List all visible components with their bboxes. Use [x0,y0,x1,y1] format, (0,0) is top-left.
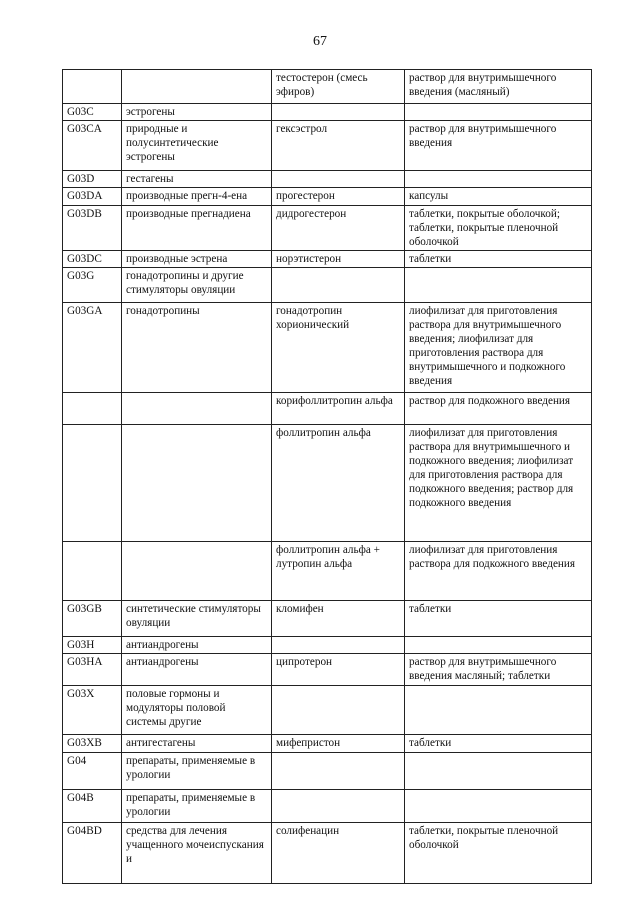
group-name-cell: эстрогены [122,104,272,121]
group-name-cell: половые гормоны и модуляторы половой системы другие [122,686,272,735]
table-row [63,268,592,303]
dosage-form-cell [405,686,592,735]
drug-name-cell [272,790,405,823]
drug-name-cell: солифенацин [272,823,405,884]
drug-name-cell: ципротерон [272,654,405,686]
table-row [63,637,592,654]
dosage-form-cell [405,268,592,303]
dosage-form-cell: таблетки [405,735,592,753]
drug-name-cell: гонадотропин хорионический [272,303,405,393]
drug-name-cell: тестостерон (смесь эфиров) [272,70,405,104]
table-row [63,753,592,790]
group-name-cell: природные и полусинтетические эстрогены [122,121,272,171]
atc-code-cell: G03DB [63,206,122,251]
table-row [63,654,592,686]
drug-name-cell [272,171,405,188]
drug-name-cell: дидрогестерон [272,206,405,251]
atc-code-cell: G03X [63,686,122,735]
drug-name-cell: фоллитропин альфа + лутропин альфа [272,542,405,601]
dosage-form-cell [405,171,592,188]
group-name-cell: производные прегнадиена [122,206,272,251]
atc-code-cell [63,393,122,425]
table-row [63,251,592,268]
dosage-form-cell [405,637,592,654]
atc-code-cell [63,70,122,104]
group-name-cell: препараты, применяемые в урологии [122,753,272,790]
group-name-cell: гестагены [122,171,272,188]
drug-name-cell [272,268,405,303]
group-name-cell: синтетические стимуляторы овуляции [122,601,272,637]
dosage-form-cell: капсулы [405,188,592,206]
dosage-form-cell [405,104,592,121]
dosage-form-cell: таблетки, покрытые пленочной оболочкой [405,823,592,884]
drug-name-cell [272,686,405,735]
drug-name-cell: корифоллитропин альфа [272,393,405,425]
group-name-cell [122,425,272,542]
group-name-cell: средства для лечения учащенного мочеиспускания и [122,823,272,884]
atc-code-cell: G03HA [63,654,122,686]
group-name-cell [122,70,272,104]
dosage-form-cell: раствор для внутримышечного введения (масляный) [405,70,592,104]
dosage-form-cell: таблетки [405,251,592,268]
dosage-form-cell: таблетки [405,601,592,637]
group-name-cell: препараты, применяемые в урологии [122,790,272,823]
group-name-cell: гонадотропины [122,303,272,393]
group-name-cell: антиандрогены [122,654,272,686]
page-number: 67 [313,34,327,49]
drug-name-cell: мифепристон [272,735,405,753]
dosage-form-cell: таблетки, покрытые оболочкой; таблетки, покрытые пленочной оболочкой [405,206,592,251]
dosage-form-cell: раствор для внутримышечного введения [405,121,592,171]
table-row [63,601,592,637]
atc-code-cell: G03GA [63,303,122,393]
table-row [63,542,592,601]
group-name-cell: гонадотропины и другие стимуляторы овуляции [122,268,272,303]
drug-name-cell: фоллитропин альфа [272,425,405,542]
atc-code-cell: G03GB [63,601,122,637]
atc-code-cell: G03CA [63,121,122,171]
dosage-form-cell: раствор для подкожного введения [405,393,592,425]
dosage-form-cell [405,753,592,790]
dosage-form-cell [405,790,592,823]
drug-name-cell: кломифен [272,601,405,637]
group-name-cell: антиандрогены [122,637,272,654]
atc-code-cell: G03D [63,171,122,188]
atc-code-cell [63,425,122,542]
atc-code-cell: G04BD [63,823,122,884]
drug-name-cell: норэтистерон [272,251,405,268]
atc-code-cell [63,542,122,601]
atc-code-cell: G03DA [63,188,122,206]
atc-code-cell: G03C [63,104,122,121]
drug-name-cell [272,104,405,121]
dosage-form-cell: лиофилизат для приготовления раствора для внутримышечного введения; лиофилизат для приготовления раствора для внутримышечного и подкожного введения [405,303,592,393]
table-row [63,735,592,753]
table-row [63,104,592,121]
table-row [63,188,592,206]
drug-name-cell [272,637,405,654]
atc-code-cell: G03H [63,637,122,654]
drug-table [62,69,592,884]
atc-code-cell: G04B [63,790,122,823]
drug-table-body [63,70,592,884]
drug-name-cell [272,753,405,790]
dosage-form-cell: лиофилизат для приготовления раствора для подкожного введения [405,542,592,601]
table-row [63,425,592,542]
dosage-form-cell: раствор для внутримышечного введения масляный; таблетки [405,654,592,686]
table-row [63,206,592,251]
table-row [63,70,592,104]
group-name-cell [122,542,272,601]
atc-code-cell: G04 [63,753,122,790]
table-row [63,303,592,393]
atc-code-cell: G03DC [63,251,122,268]
atc-code-cell: G03G [63,268,122,303]
group-name-cell: производные прегн-4-ена [122,188,272,206]
table-row [63,393,592,425]
dosage-form-cell: лиофилизат для приготовления раствора для внутримышечного и подкожного введения; лиофилизат для приготовления раствора для подкожного введения; раствор для подкожного введения [405,425,592,542]
drug-name-cell: гексэстрол [272,121,405,171]
atc-code-cell: G03XB [63,735,122,753]
table-row [63,121,592,171]
table-row [63,790,592,823]
group-name-cell: производные эстрена [122,251,272,268]
group-name-cell: антигестагены [122,735,272,753]
table-row [63,823,592,884]
group-name-cell [122,393,272,425]
drug-name-cell: прогестерон [272,188,405,206]
table-row [63,171,592,188]
table-row [63,686,592,735]
